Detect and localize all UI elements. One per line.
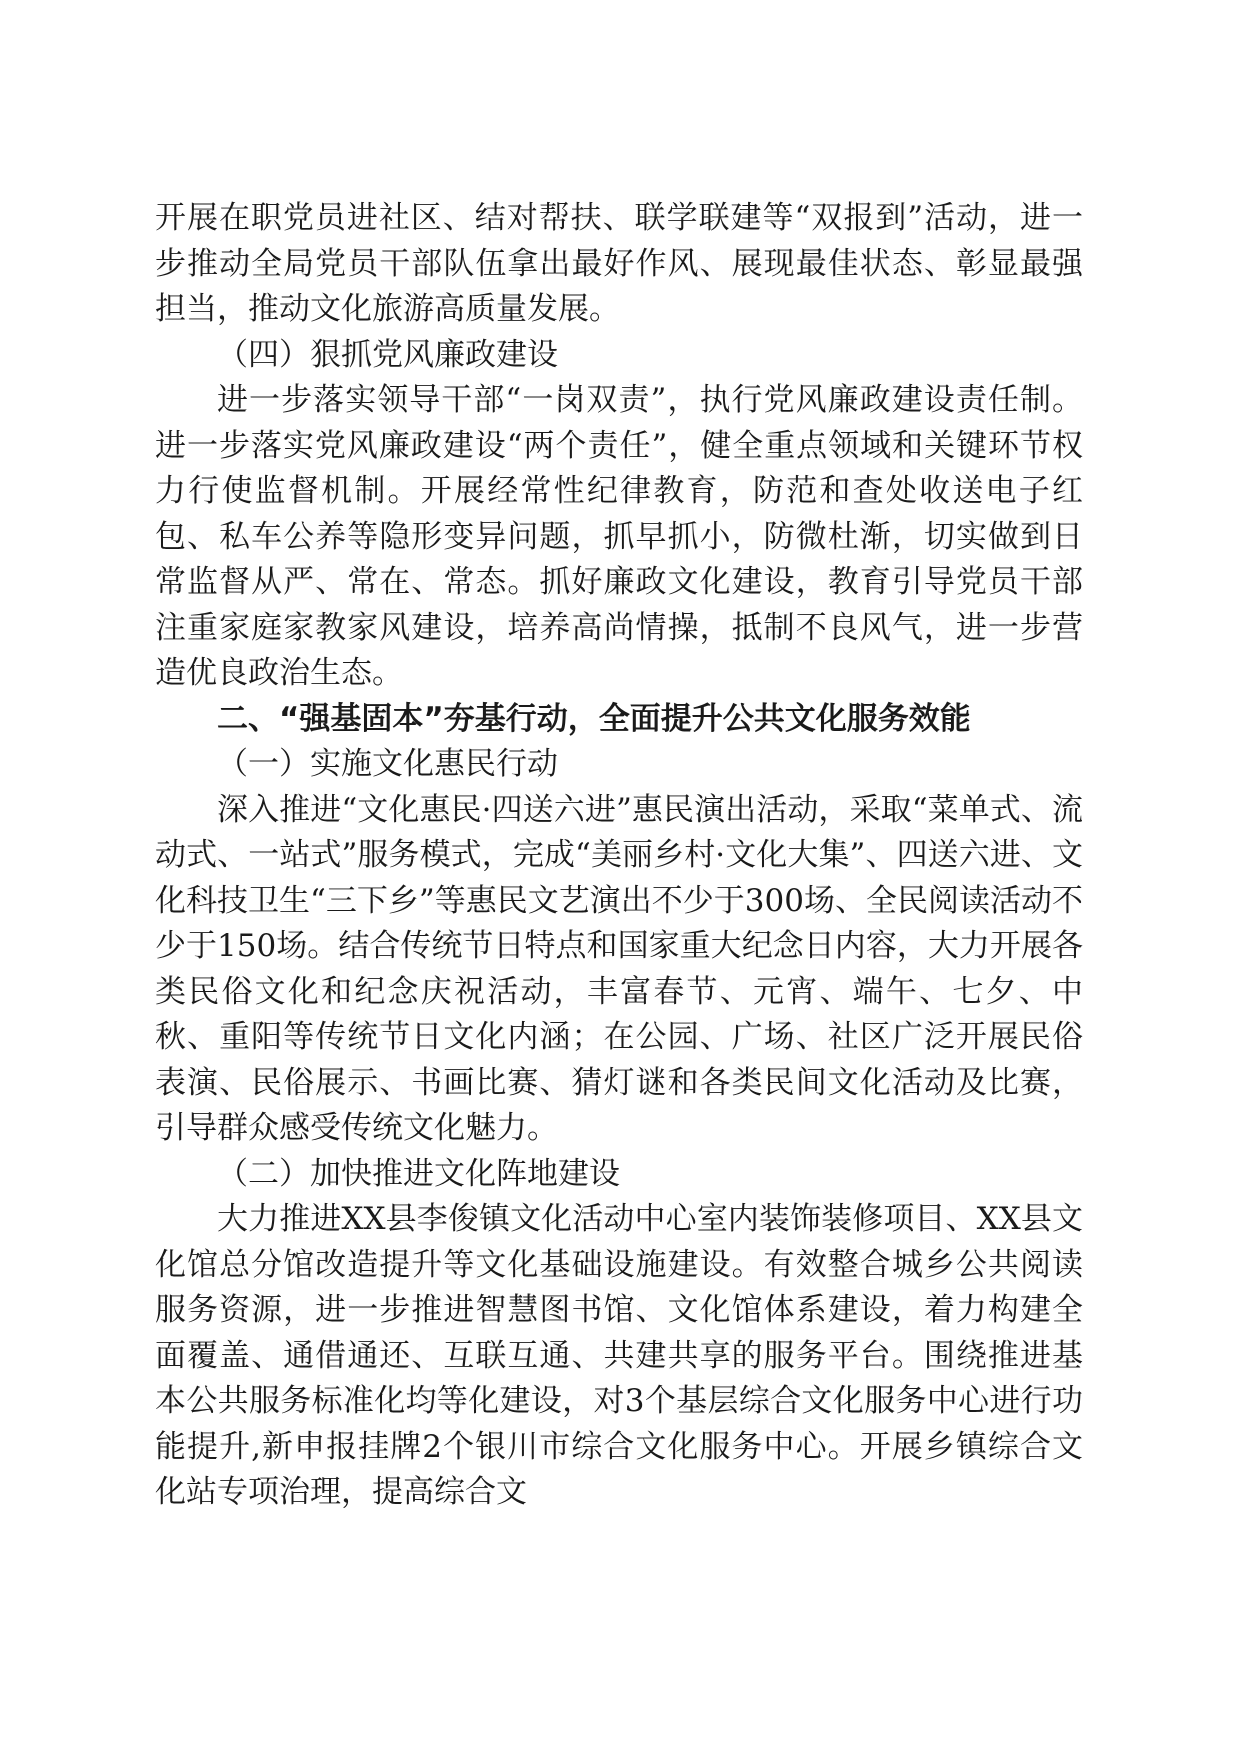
intro-paragraph: 开展在职党员进社区、结对帮扶、联学联建等“双报到”活动，进一步推动全局党员干部队伍拿出最好作风、展现最佳状态、彰显最强担当，推动文化旅游高质量发展。 [155,200,1083,327]
party-conduct-paragraph: 进一步落实领导干部“一岗双责”，执行党风廉政建设责任制。进一步落实党风廉政建设“两个责任”，健全重点领域和关键环节权力行使监督机制。开展经常性纪律教育，防范和查处收送电子红包、私车公养等隐形变异问题，抓早抓小，防微杜渐，切实做到日常监督从严、常在、常态。抓好廉政文化建设，教育引导党员干部注重家庭家教家风建设，培养高尚情操，抵制不良风气，进一步营造优良政治生态。 [155,382,1083,691]
document-body [155,196,1083,1516]
section-heading-party-conduct: （四）狠抓党风廉政建设 [217,336,558,373]
section-heading-cultural-benefit: （一）实施文化惠民行动 [217,746,558,782]
cultural-benefit-paragraph: 深入推进“文化惠民·四送六进”惠民演出活动，采取“菜单式、流动式、一站式”服务模式，完成“美丽乡村·文化大集”、四送六进、文化科技卫生“三下乡”等惠民文艺演出不少于300场、全民阅读活动不少于150场。结合传统节日特点和国家重大纪念日内容，大力开展各类民俗文化和纪念庆祝活动，丰富春节、元宵、端午、七夕、中秋、重阳等传统节日文化内涵；在公园、广场、社区广泛开展民俗表演、民俗展示、书画比赛、猜灯谜和各类民间文化活动及比赛，引导群众感受传统文化魅力。 [155,791,1083,1146]
part-two-heading: 二、“强基固本”夯基行动，全面提升公共文化服务效能 [217,700,971,737]
cultural-venues-paragraph: 大力推进XX县李俊镇文化活动中心室内装饰装修项目、XX县文化馆总分馆改造提升等文化基础设施建设。有效整合城乡公共阅读服务资源，进一步推进智慧图书馆、文化馆体系建设，着力构建全面覆盖、通借通还、互联互通、共建共享的服务平台。围绕推进基本公共服务标准化均等化建设，对3个基层综合文化服务中心进行功能提升,新申报挂牌2个银川市综合文化服务中心。开展乡镇综合文化站专项治理，提高综合文 [155,1201,1083,1510]
section-heading-cultural-venues: （二）加快推进文化阵地建设 [217,1155,620,1192]
